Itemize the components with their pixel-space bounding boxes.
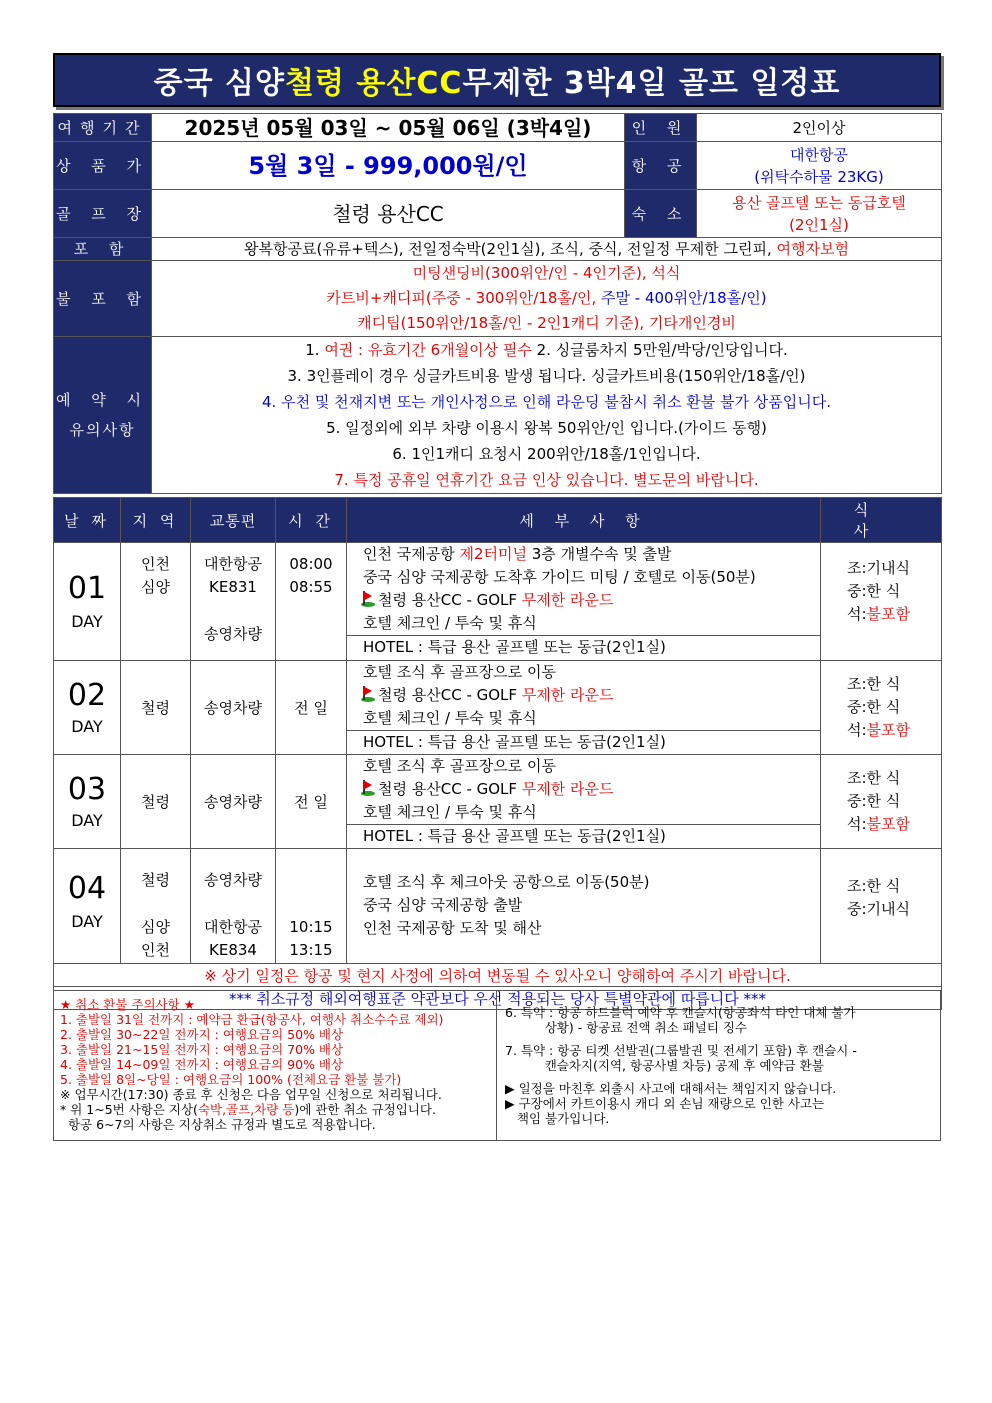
day1-time — [276, 543, 347, 661]
cancel-rule-1: 1. 출발일 31일 전까지 : 예약금 환급(항공사, 여행사 취소수수료 제외) — [60, 1012, 444, 1027]
day1-date — [54, 543, 121, 661]
day1-line2: 중국 심양 국제공항 도착후 가이드 미팅 / 호텔로 이동(50분) — [363, 568, 756, 586]
day1-meal3b: 불포함 — [866, 605, 911, 623]
include-insurance: 여행자보험 — [776, 240, 849, 258]
stay-label: 숙 소 — [625, 190, 697, 238]
day3-num: 03 — [67, 772, 107, 807]
cancel-rule-5: 5. 출발일 8일~당일 : 여행요금의 100% (전체요금 환불 불가) — [60, 1072, 402, 1087]
day1-region2: 심양 — [141, 578, 170, 596]
people-label: 인 원 — [625, 114, 697, 142]
day4-meal1: 조:한 식 — [847, 877, 901, 895]
exclude-line2 — [152, 286, 941, 311]
day4-line3: 인천 국제공항 도착 및 해산 — [363, 919, 542, 937]
price-value: 5월 3일 - 999,000원/인 — [152, 142, 625, 190]
exclude-label: 불 포 함 — [54, 261, 152, 337]
stay-room: (2인1실) — [789, 215, 849, 234]
cancel-rule-7 — [60, 1102, 490, 1117]
day4-transport3: KE834 — [209, 941, 257, 959]
day3-time: 전 일 — [276, 755, 347, 849]
cancel-policy-box — [53, 990, 941, 1141]
day4-num: 04 — [67, 870, 107, 906]
day1-region — [121, 543, 191, 661]
cancel-rule-3: 3. 출발일 21~15일 전까지 : 여행요금의 70% 배상 — [60, 1042, 344, 1057]
day3-golf-a: 철령 용산CC - GOLF — [378, 780, 522, 798]
golf-label: 골 프 장 — [54, 190, 152, 238]
special-7b: 캔슬차지(지역, 항공사별 차등) 공제 후 예약금 환불 — [505, 1058, 824, 1073]
day1-meal3a: 석: — [847, 605, 867, 623]
day1-line4: 호텔 체크인 / 투숙 및 휴식 — [363, 614, 537, 632]
day1-meal — [821, 543, 942, 661]
airline-label: 항 공 — [625, 142, 697, 190]
day2-time: 전 일 — [276, 661, 347, 755]
cancel-rule-6: ※ 업무시간(17:30) 종료 후 신청은 다음 업무일 신청으로 처리됩니다. — [60, 1087, 442, 1102]
people-value: 2인이상 — [697, 114, 942, 142]
day2-meal1: 조:한 식 — [847, 675, 901, 693]
day4-line2: 중국 심양 국제공항 출발 — [363, 896, 523, 914]
day2-meal3 — [847, 719, 941, 742]
schedule-table — [53, 497, 942, 1010]
day4-region1: 철령 — [141, 871, 170, 889]
day2-hotel: HOTEL : 특급 용산 골프텔 또는 동급(2인1실) — [347, 730, 820, 754]
day2-meal2: 중:한 식 — [847, 698, 901, 716]
header-date: 날 짜 — [54, 498, 121, 543]
title-part3: 무제한 3박4일 골프 일정표 — [462, 66, 841, 101]
day1-golf-a: 철령 용산CC - GOLF — [378, 591, 522, 609]
day3-detail — [347, 755, 821, 849]
cancel-rule-8: 항공 6~7의 사항은 지상취소 규정과 별도로 적용합니다. — [60, 1117, 376, 1132]
day1-meal2: 중:한 식 — [847, 582, 901, 600]
day3-transport: 송영차량 — [191, 755, 276, 849]
cancel-rule-7b: 숙박,골프,차량 등 — [197, 1102, 295, 1117]
day1-num: 01 — [67, 571, 107, 606]
day3-date — [54, 755, 121, 849]
day1-transport3: 송영차량 — [204, 625, 262, 643]
day3-meal3b: 불포함 — [866, 815, 911, 833]
day2-golf-b: 무제한 라운드 — [521, 686, 614, 704]
day-row-3 — [54, 755, 942, 849]
day1-time2: 08:55 — [289, 578, 333, 596]
price-label: 상 품 가 — [54, 142, 152, 190]
day4-time1: 10:15 — [289, 918, 333, 936]
day4-meal — [821, 849, 942, 964]
cancel-right — [497, 991, 940, 1140]
day3-line1: 호텔 조식 후 골프장으로 이동 — [363, 757, 556, 775]
title-part2: 철령 용산CC — [285, 66, 463, 101]
day2-detail — [347, 661, 821, 755]
note-5: 5. 일정외에 외부 차량 이용시 왕복 50위안/인 입니다.(가이드 동행) — [326, 419, 767, 437]
note-4: 4. 우천 및 천재지변 또는 개인사정으로 인해 라운딩 불참시 취소 환불 불가 상품입니다. — [262, 393, 831, 411]
day1-transport1: 대한항공 — [204, 555, 262, 573]
day-row-1 — [54, 543, 942, 661]
airline-value — [697, 142, 942, 190]
day1-time1: 08:00 — [289, 555, 333, 573]
notes-value — [152, 337, 942, 494]
day4-transport2: 대한항공 — [204, 918, 262, 936]
include-label: 포 함 — [54, 238, 152, 261]
day1-line1c: 3층 개별수속 및 출발 — [527, 545, 672, 563]
exclude-line1: 미팅샌딩비(300위안/인 - 4인기준), 석식 — [412, 264, 681, 282]
golf-flag-icon — [361, 686, 375, 702]
special-6b: 상황) - 항공료 전액 취소 패널티 징수 — [505, 1020, 748, 1035]
airline-baggage: (위탁수하물 23KG) — [754, 167, 884, 186]
day-row-2 — [54, 661, 942, 755]
day1-line1a: 인천 국제공항 — [363, 545, 460, 563]
day4-time — [276, 849, 347, 964]
day3-line3: 호텔 체크인 / 투숙 및 휴식 — [363, 803, 537, 821]
title-part1: 중국 심양 — [153, 66, 286, 101]
airline-name: 대한항공 — [790, 145, 848, 164]
day4-detail — [347, 849, 821, 964]
day1-line1 — [347, 543, 820, 566]
day3-region: 철령 — [121, 755, 191, 849]
day4-transport — [191, 849, 276, 964]
notes-label-2: 유의사항 — [69, 421, 136, 439]
day1-transport — [191, 543, 276, 661]
day3-meal — [821, 755, 942, 849]
day2-meal3b: 불포함 — [866, 721, 911, 739]
exclude-weekday: 카트비+캐디피(주중 - 300위안/18홀/인, — [326, 289, 602, 307]
cancel-rule-2: 2. 출발일 30~22일 전까지 : 여행요금의 50% 배상 — [60, 1027, 344, 1042]
day4-label: DAY — [71, 911, 103, 931]
day2-transport: 송영차량 — [191, 661, 276, 755]
day3-meal1: 조:한 식 — [847, 769, 901, 787]
day1-label: DAY — [71, 612, 103, 631]
include-value — [152, 238, 942, 261]
day2-date — [54, 661, 121, 755]
day2-num: 02 — [67, 678, 107, 713]
exclude-line3: 캐디팁(150위안/18홀/인 - 2인1캐디 기준), 기타개인경비 — [357, 314, 736, 332]
day3-meal3a: 석: — [847, 815, 867, 833]
day4-transport1: 송영차량 — [204, 871, 262, 889]
note-3: 3. 3인플레이 경우 싱글카트비용 발생 됩니다. 싱글카트비용(150위안/18홀/인) — [287, 367, 806, 385]
day1-terminal: 제2터미널 — [459, 545, 527, 563]
header-meal: 식 사 — [821, 498, 942, 543]
day3-meal3 — [847, 813, 941, 836]
day2-golf — [347, 684, 820, 707]
golf-value: 철령 용산CC — [152, 190, 625, 238]
day3-golf — [347, 778, 820, 801]
special-note-2a: ▶ 구장에서 카트이용시 캐디 외 손님 재량으로 인한 사고는 — [505, 1096, 825, 1111]
day-row-4 — [54, 849, 942, 964]
notes-label-1: 예 약 시 — [55, 391, 149, 409]
day1-detail — [347, 543, 821, 661]
day2-label: DAY — [71, 717, 103, 736]
day3-meal2: 중:한 식 — [847, 792, 901, 810]
stay-name: 용산 골프텔 또는 동급호텔 — [732, 193, 906, 212]
period-label: 여행기간 — [54, 114, 152, 142]
note-7: 7. 특정 공휴일 연휴기간 요금 인상 있습니다. 별도문의 바랍니다. — [334, 471, 759, 489]
special-7a: 7. 특약 : 항공 티켓 선발권(그룹발권 및 전세기 포함) 후 캔슬시 - — [505, 1043, 857, 1058]
header-detail: 세 부 사 항 — [347, 498, 821, 543]
exclude-value — [152, 261, 942, 337]
notes-label — [54, 337, 152, 494]
header-region: 지 역 — [121, 498, 191, 543]
day1-golf — [347, 589, 820, 612]
day3-golf-b: 무제한 라운드 — [521, 780, 614, 798]
day2-line1: 호텔 조식 후 골프장으로 이동 — [363, 663, 556, 681]
day4-region3: 인천 — [141, 941, 170, 959]
cancel-rule-7a: * 위 1~5번 사항은 지상( — [60, 1102, 198, 1117]
cancel-rule-7c: )에 관한 취소 규정입니다. — [294, 1102, 436, 1117]
cancel-left — [54, 991, 497, 1140]
day3-label: DAY — [71, 811, 103, 830]
header-time: 시 간 — [276, 498, 347, 543]
day1-region1: 인천 — [141, 555, 170, 573]
day4-meal2: 중:기내식 — [847, 900, 911, 918]
day2-meal — [821, 661, 942, 755]
day2-line3: 호텔 체크인 / 투숙 및 휴식 — [363, 709, 537, 727]
special-6a: 6. 특약 : 항공 하드블럭 예약 후 캔슬시(항공좌석 타인 대체 불가 — [505, 1005, 856, 1020]
day3-hotel: HOTEL : 특급 용산 골프텔 또는 동급(2인1실) — [347, 824, 820, 848]
page-title — [53, 53, 941, 107]
period-value: 2025년 05월 03일 ~ 05월 06일 (3박4일) — [152, 114, 625, 142]
note-1 — [152, 337, 941, 363]
day1-meal3 — [847, 603, 941, 626]
notice-cancel-policy: *** 취소규정 해외여행표준 약관보다 우선 적용되는 당사 특별약관에 따릅니다 *** — [54, 987, 942, 1010]
day2-golf-a: 철령 용산CC - GOLF — [378, 686, 522, 704]
stay-value — [697, 190, 942, 238]
cancel-title: ★ 취소 환불 주의사항 ★ — [60, 997, 195, 1012]
day4-region2: 심양 — [141, 918, 170, 936]
day2-meal3a: 석: — [847, 721, 867, 739]
day2-region: 철령 — [121, 661, 191, 755]
note-1-passport: 여권 : 유효기간 6개월이상 필수 — [324, 341, 532, 359]
day4-line1: 호텔 조식 후 체크아웃 공항으로 이동(50분) — [363, 873, 650, 891]
note-2-single: 2. 싱글룸차지 5만원/박당/인당입니다. — [531, 341, 788, 359]
day4-date — [54, 849, 121, 964]
day1-transport2: KE831 — [209, 578, 257, 596]
day4-time2: 13:15 — [289, 941, 333, 959]
day1-meal1: 조:기내식 — [847, 559, 911, 577]
exclude-weekend: 주말 - 400위안/18홀/인) — [601, 289, 767, 307]
note-1-num: 1. — [305, 341, 325, 359]
golf-flag-icon — [361, 780, 375, 796]
day1-golf-b: 무제한 라운드 — [521, 591, 614, 609]
header-transport: 교통편 — [191, 498, 276, 543]
cancel-rule-4: 4. 출발일 14~09일 전까지 : 여행요금의 90% 배상 — [60, 1057, 344, 1072]
info-table — [53, 113, 942, 494]
notice-schedule-change: ※ 상기 일정은 항공 및 현지 사정에 의하여 변동될 수 있사오니 양해하여 주시기 바랍니다. — [54, 964, 942, 987]
include-text: 왕복항공료(유류+텍스), 전일정숙박(2인1실), 조식, 중식, 전일정 무제한 그린피, — [244, 240, 777, 258]
note-6: 6. 1인1캐디 요청시 200위안/18홀/1인입니다. — [392, 445, 701, 463]
golf-flag-icon — [361, 591, 375, 607]
special-note-2b: 책임 불가입니다. — [505, 1111, 610, 1126]
day4-region — [121, 849, 191, 964]
day1-hotel: HOTEL : 특급 용산 골프텔 또는 동급(2인1실) — [347, 635, 820, 659]
special-note-1: ▶ 일정을 마친후 외출시 사고에 대해서는 책임지지 않습니다. — [505, 1081, 837, 1096]
